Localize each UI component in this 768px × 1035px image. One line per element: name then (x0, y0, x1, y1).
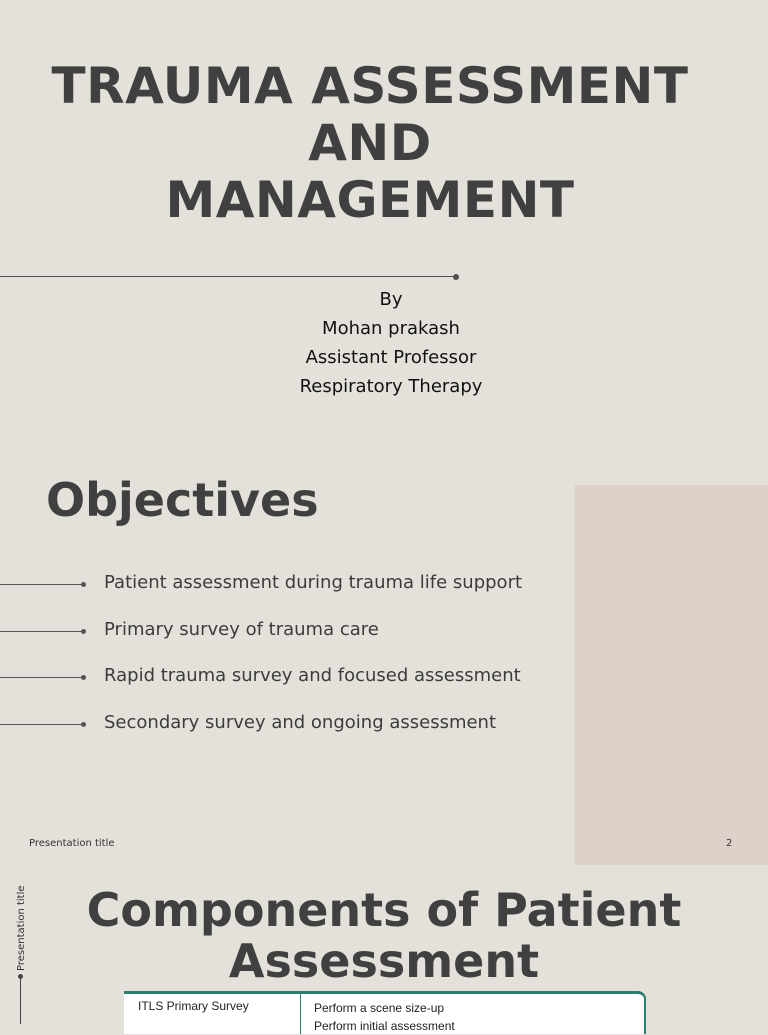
footer-presentation-title: Presentation title (29, 838, 115, 849)
primary-survey-table (124, 991, 646, 1034)
main-title-line-2: AND (308, 114, 432, 172)
bullet-line (0, 677, 82, 678)
list-item (0, 710, 575, 757)
title-slide (0, 0, 768, 440)
table-divider (300, 994, 301, 1034)
components-title-line-2: Assessment (228, 934, 540, 988)
objective-text: Rapid trauma survey and focused assessment (104, 665, 521, 686)
objective-text: Primary survey of trauma care (104, 618, 379, 640)
list-item (0, 663, 575, 710)
components-title (0, 885, 768, 987)
components-slide (0, 865, 768, 1033)
objectives-slide (0, 440, 768, 865)
table-row: Perform initial assessment (314, 1019, 455, 1033)
objective-text: Secondary survey and ongoing assessment (104, 711, 497, 733)
decorative-panel (575, 485, 768, 865)
bullet-line (0, 631, 82, 632)
table-header-cell: ITLS Primary Survey (138, 999, 249, 1013)
main-title (0, 58, 740, 229)
main-title-line-1: TRAUMA ASSESSMENT (51, 57, 689, 115)
bullet-line (0, 724, 82, 725)
components-title-line-1: Components of Patient (86, 883, 682, 937)
bullet-line (0, 584, 82, 585)
author-byline (240, 285, 542, 401)
side-label-text: Presentation title (16, 885, 27, 971)
title-divider (0, 276, 456, 277)
main-title-line-3: MANAGEMENT (165, 171, 575, 229)
objective-text: Patient assessment during trauma life support (104, 572, 523, 593)
page-number: 2 (726, 838, 733, 849)
byline-by: By (379, 289, 403, 310)
bullet-dot (81, 675, 86, 680)
bullet-dot (81, 722, 86, 727)
objectives-title: Objectives (46, 473, 319, 527)
list-item (0, 570, 575, 617)
author-department: Respiratory Therapy (299, 376, 483, 397)
bullet-dot (81, 582, 86, 587)
list-item (0, 617, 575, 664)
table-row: Perform a scene size-up (314, 1001, 445, 1015)
title-divider-dot (453, 274, 459, 280)
objectives-list (0, 570, 575, 756)
table-steps-cell (314, 999, 455, 1035)
author-name: Mohan prakash (322, 318, 460, 339)
bullet-dot (81, 629, 86, 634)
author-position: Assistant Professor (305, 347, 477, 368)
